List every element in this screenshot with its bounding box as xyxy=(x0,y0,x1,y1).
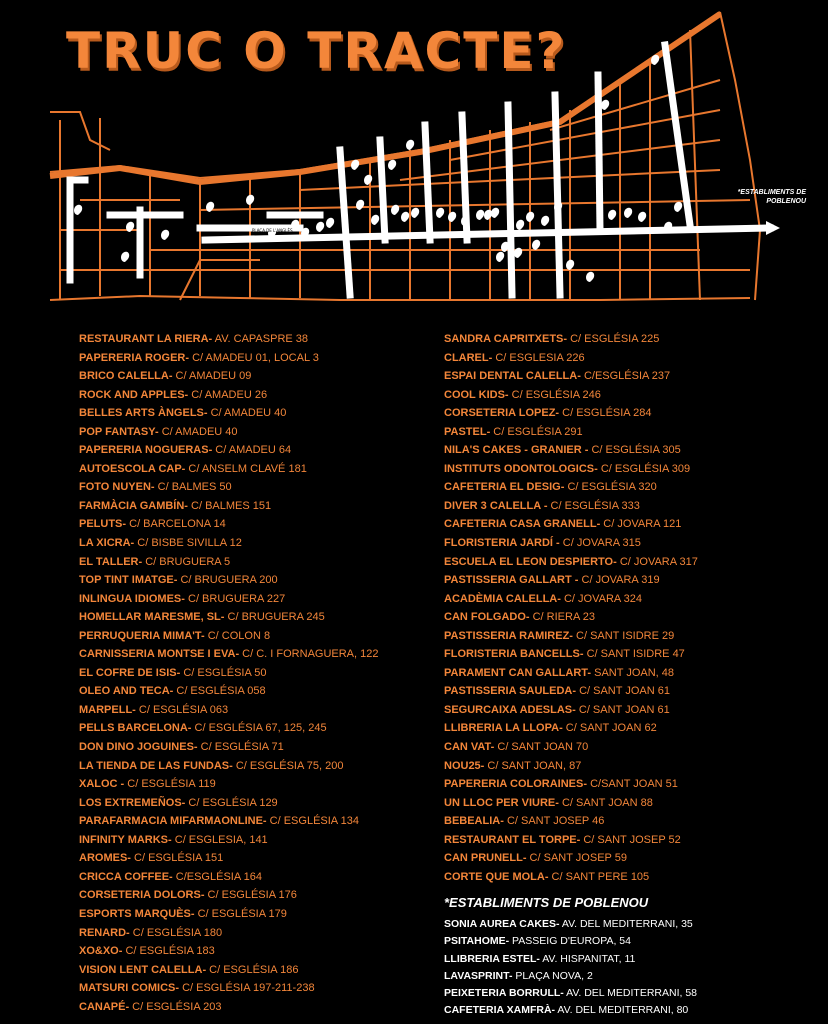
shop-name: ESCUELA EL LEON DESPIERTO- xyxy=(444,555,617,568)
shop-address: C/ ESGLÉSIA 50 xyxy=(180,666,267,679)
shop-list-item xyxy=(79,460,379,479)
shop-name: HOMELLAR MARESME, SL- xyxy=(79,611,225,624)
route-arrow-icon xyxy=(766,221,780,235)
location-marker-icon xyxy=(638,212,646,222)
shop-name: LOS EXTREMEÑOS- xyxy=(79,796,186,809)
shop-list-item xyxy=(79,794,379,813)
shop-address: C/ ESGLÉSIA 186 xyxy=(206,963,299,976)
shop-address: C/ ESGLÉSIA 183 xyxy=(122,945,215,958)
shop-name: BRICO CALELLA- xyxy=(79,370,173,383)
shop-name: RENARD- xyxy=(79,926,130,939)
location-marker-icon xyxy=(326,218,334,228)
shop-list-item xyxy=(444,571,698,590)
location-marker-icon xyxy=(388,160,396,170)
shop-name: CORSETERIA DOLORS- xyxy=(79,889,205,902)
shop-address: C/ SANT JOSEP 52 xyxy=(580,833,681,846)
location-marker-icon xyxy=(401,212,409,222)
shop-list-item xyxy=(79,961,379,980)
shop-name: LA XICRA- xyxy=(79,537,135,550)
shop-address: C/ RIERA 23 xyxy=(529,611,595,624)
shop-address: C/ ESGLÉSIA 134 xyxy=(266,815,359,828)
shop-name: PELLS BARCELONA- xyxy=(79,722,192,735)
street-line xyxy=(180,260,260,300)
shop-list-item xyxy=(444,775,698,794)
shop-list-item xyxy=(79,979,379,998)
shop-name: INLINGUA IDIOMES- xyxy=(79,592,185,605)
shop-list-item xyxy=(79,886,379,905)
main-street xyxy=(508,105,512,295)
shop-address: C/ ESGLÉSIA 309 xyxy=(597,462,691,475)
shop-name: PASTISSERIA RAMIREZ- xyxy=(444,629,573,642)
shop-name: NOU25- xyxy=(444,759,485,772)
shop-list-item xyxy=(79,386,379,405)
shop-address: C/ ESGLÉSIA 305 xyxy=(588,444,681,457)
shop-address: C/ C. I FORNAGUERA, 122 xyxy=(239,648,379,661)
shop-address: C/SANT JOAN 51 xyxy=(587,778,678,791)
shop-list-item xyxy=(444,831,698,850)
shop-address: C/ SANT JOSEP 46 xyxy=(503,815,605,828)
shop-name: AUTOESCOLA CAP- xyxy=(79,462,186,475)
shop-address: C/ ANSELM CLAVÉ 181 xyxy=(185,462,307,475)
shop-address: AV. HISPANITAT, 11 xyxy=(539,952,636,965)
location-marker-icon xyxy=(532,240,540,250)
shop-name: VISION LENT CALELLA- xyxy=(79,963,207,976)
shop-name: PARAFARMACIA MIFARMAONLINE- xyxy=(79,815,267,828)
shop-name: CANAPÉ- xyxy=(79,1000,130,1013)
shop-list-item xyxy=(444,553,698,572)
shop-list-item xyxy=(79,775,379,794)
shop-name: BEBEALIA- xyxy=(444,815,504,828)
shop-list-item xyxy=(444,701,698,720)
shop-list-item xyxy=(79,534,379,553)
shop-address: C/ ESGLÉSIA 203 xyxy=(129,1000,222,1013)
shop-list-item xyxy=(444,738,698,757)
shop-address: C/ ESGLÉSIA 179 xyxy=(194,907,287,920)
arrow-head-icon xyxy=(766,221,780,235)
shop-address: C/ BRUGUERA 227 xyxy=(184,592,286,605)
main-street xyxy=(598,75,600,230)
location-marker-icon xyxy=(541,216,549,226)
shop-list-item xyxy=(444,757,698,776)
shop-address: C/ ESGLÉSIA 67, 125, 245 xyxy=(191,722,327,735)
location-marker-icon xyxy=(74,205,82,215)
location-marker-icon xyxy=(406,140,414,150)
shop-address: C/ SANT JOAN 61 xyxy=(576,685,670,698)
road-network xyxy=(50,12,760,300)
shop-name: FLORISTERIA JARDÍ - xyxy=(444,537,560,550)
shop-address: C/ BRUGUERA 200 xyxy=(177,574,278,587)
shop-list-item xyxy=(444,423,698,442)
street-line xyxy=(50,296,750,300)
shop-address: C/ESGLÉSIA 237 xyxy=(580,370,671,383)
shop-address: C/ ESGLÉSIA 176 xyxy=(204,889,297,902)
location-marker-icon xyxy=(316,222,324,232)
shop-address: C/ AMADEU 40 xyxy=(207,407,287,420)
shop-name: PARAMENT CAN GALLART- xyxy=(444,666,592,679)
shop-address: C/ SANT JOSEP 59 xyxy=(526,852,627,865)
shop-list-item xyxy=(79,664,379,683)
shop-name: BELLES ARTS ÀNGELS- xyxy=(79,407,208,420)
shop-address: C/ BALMES 151 xyxy=(187,499,272,512)
shop-list-item xyxy=(79,812,379,831)
location-marker-icon xyxy=(436,208,444,218)
shop-address: C/ BALMES 50 xyxy=(154,481,232,494)
shop-list-item xyxy=(444,330,698,349)
location-marker-icon xyxy=(674,202,682,212)
shop-address: C/ SANT ISIDRE 47 xyxy=(583,648,685,661)
shop-name: FOTO NUYEN- xyxy=(79,481,155,494)
shop-address: AV. DEL MEDITERRANI, 58 xyxy=(563,987,698,1000)
shop-name: PSITAHOME- xyxy=(444,935,510,948)
shop-name: CAN FOLGADO- xyxy=(444,611,530,624)
shop-list-item xyxy=(444,478,698,497)
location-marker-icon xyxy=(411,208,419,218)
location-marker-icon xyxy=(356,200,364,210)
shop-name: MATSURI COMICS- xyxy=(79,982,180,995)
street-line xyxy=(720,12,760,300)
street-line xyxy=(200,200,750,210)
shop-address: C/ ESGLÉSIA 151 xyxy=(130,852,224,865)
shop-list-item xyxy=(79,349,379,368)
location-marker-icon xyxy=(246,195,254,205)
shop-address: C/ESGLÉSIA 164 xyxy=(172,870,262,883)
shop-list-item xyxy=(444,682,698,701)
shop-address: C/ ESGLESIA, 141 xyxy=(171,833,268,846)
shop-address: C/ ESGLÉSIA 129 xyxy=(185,796,278,809)
shop-list-item xyxy=(444,933,697,950)
shop-list-item xyxy=(79,905,379,924)
shop-name: SANDRA CAPRITXETS- xyxy=(444,333,568,345)
shop-name: XO&XO- xyxy=(79,945,123,958)
shop-list-item xyxy=(79,497,379,516)
location-marker-icon xyxy=(516,220,524,230)
shop-address: C/ ESGLÉSIA 320 xyxy=(564,481,657,494)
shop-list-item xyxy=(79,719,379,738)
street-line xyxy=(550,80,720,130)
shop-name: CORSETERIA LOPEZ- xyxy=(444,407,560,420)
shop-address: C/ SANT JOAN 88 xyxy=(558,796,653,809)
shop-list-item xyxy=(79,478,379,497)
shop-list-item xyxy=(79,571,379,590)
shop-address: C/ AMADEU 01, LOCAL 3 xyxy=(189,351,319,364)
shop-list-item xyxy=(444,719,698,738)
shop-list-item xyxy=(79,627,379,646)
main-street xyxy=(665,45,690,225)
shop-name: CRICCA COFFEE- xyxy=(79,870,173,883)
shop-name: COOL KIDS- xyxy=(444,388,509,401)
shop-name: CAFETERIA CASA GRANELL- xyxy=(444,518,601,531)
shop-address: C/ JOVARA 319 xyxy=(578,574,660,587)
shop-name: RESTAURANT EL TORPE- xyxy=(444,833,581,846)
shop-name: ROCK AND APPLES- xyxy=(79,388,189,401)
shop-name: FLORISTERIA BANCELLS- xyxy=(444,648,584,661)
shop-name: PAPERERIA COLORAINES- xyxy=(444,778,588,791)
shop-address: C/ BISBE SIVILLA 12 xyxy=(134,537,242,550)
shop-name: OLEO AND TECA- xyxy=(79,685,174,698)
shop-list-item xyxy=(79,924,379,943)
poblenou-title: *ESTABLIMENTS DE POBLENOU xyxy=(444,895,649,910)
shop-address: C/ JOVARA 324 xyxy=(560,592,643,605)
poblenou-list xyxy=(444,916,697,1020)
shop-name: FARMÀCIA GAMBÍN- xyxy=(79,499,188,512)
shop-name: CAN VAT- xyxy=(444,741,495,754)
shop-list-item xyxy=(444,645,698,664)
shop-address: C/ JOVARA 317 xyxy=(616,555,698,568)
shop-address: C/ ESGLÉSIA 119 xyxy=(124,778,216,791)
shop-list-item xyxy=(79,441,379,460)
shop-name: XALOC - xyxy=(79,778,125,791)
shop-address: C/ AMADEU 09 xyxy=(172,370,252,383)
shop-address: C/ ESGLÉSIA 333 xyxy=(547,499,640,512)
shop-address: C/ BRUGUERA 5 xyxy=(142,555,231,568)
shop-address: C/ SANT JOAN 62 xyxy=(562,722,657,735)
shop-address: PLAÇA NOVA, 2 xyxy=(512,969,593,982)
shop-name: CAN PRUNELL- xyxy=(444,852,527,865)
shop-name: PAPERERIA ROGER- xyxy=(79,351,190,364)
shop-name: PEIXETERIA BORRULL- xyxy=(444,987,564,1000)
shop-name: UN LLOC PER VIURE- xyxy=(444,796,559,809)
shop-name: DON DINO JOGUINES- xyxy=(79,741,198,754)
shop-list-item xyxy=(444,794,698,813)
shop-list-item xyxy=(79,423,379,442)
shop-name: ESPORTS MARQUÈS- xyxy=(79,907,195,920)
shop-address: C/ ESGLÉSIA 197-211-238 xyxy=(179,982,315,995)
location-marker-icon xyxy=(624,208,632,218)
shop-list-item xyxy=(79,590,379,609)
shop-list-item xyxy=(444,849,698,868)
shop-name: LA TIENDA DE LAS FUNDAS- xyxy=(79,759,233,772)
location-marker-icon xyxy=(566,260,574,270)
location-marker-icon xyxy=(476,210,484,220)
shop-list-item xyxy=(444,627,698,646)
shop-list-item xyxy=(79,608,379,627)
shop-list-item xyxy=(444,590,698,609)
shop-list-right xyxy=(444,330,698,886)
shop-address: C/ BARCELONA 14 xyxy=(126,518,226,531)
shop-list-item xyxy=(444,985,697,1002)
location-marker-icon xyxy=(121,252,129,262)
shop-name: RESTAURANT LA RIERA- xyxy=(79,333,213,345)
shop-address: C/ ESGLÉSIA 063 xyxy=(135,703,229,716)
shop-list-item xyxy=(444,968,697,985)
shop-name: TOP TINT IMATGE- xyxy=(79,574,178,587)
location-marker-icon xyxy=(586,272,594,282)
location-marker-icon xyxy=(608,210,616,220)
shop-list-item xyxy=(79,738,379,757)
shop-name: MARPELL- xyxy=(79,703,136,716)
shop-address: C/ SANT PERE 105 xyxy=(548,870,650,883)
street-line xyxy=(690,30,700,300)
shop-name: PASTISSERIA GALLART - xyxy=(444,574,579,587)
shop-list-item xyxy=(444,608,698,627)
shop-address: C/ JOVARA 315 xyxy=(559,537,641,550)
shop-name: INSTITUTS ODONTOLOGICS- xyxy=(444,462,598,475)
location-marker-icon xyxy=(601,100,609,110)
shop-name: EL TALLER- xyxy=(79,555,143,568)
shop-name: AROMES- xyxy=(79,852,131,865)
shop-name: POP FANTASY- xyxy=(79,425,159,438)
shop-address: C/ ESGLÉSIA 75, 200 xyxy=(232,759,344,772)
shop-address: AV. DEL MEDITERRANI, 35 xyxy=(559,918,693,930)
shop-address: C/ ESGLÉSIA 246 xyxy=(508,388,601,401)
shop-list-item xyxy=(444,664,698,683)
shop-list-item xyxy=(444,534,698,553)
shop-name: CAFETERIA XAMFRÀ- xyxy=(444,1004,556,1017)
shop-address: AV. CAPASPRE 38 xyxy=(212,333,309,345)
poblenou-section xyxy=(444,894,697,1020)
shop-name: INFINITY MARKS- xyxy=(79,833,172,846)
shop-address: C/ SANT JOAN 61 xyxy=(575,703,670,716)
shop-name: PELUTS- xyxy=(79,518,127,531)
location-marker-icon xyxy=(496,252,504,262)
shop-list-item xyxy=(79,404,379,423)
shop-list-item xyxy=(79,701,379,720)
shop-address: C/ COLON 8 xyxy=(204,629,271,642)
shop-name: PASTEL- xyxy=(444,425,491,438)
shop-name: PERRUQUERIA MIMA'T- xyxy=(79,629,205,642)
shop-address: C/ ESGLÉSIA 284 xyxy=(559,407,652,420)
shop-address: PASSEIG D'EUROPA, 54 xyxy=(509,935,631,948)
shop-address: C/ ESGLÉSIA 71 xyxy=(197,741,284,754)
shop-address: C/ AMADEU 26 xyxy=(188,388,268,401)
shop-list-item xyxy=(79,868,379,887)
shop-list-item xyxy=(79,998,379,1017)
main-street xyxy=(555,95,560,295)
shop-list-item xyxy=(444,916,697,933)
shop-address: C/ ESGLÉSIA 180 xyxy=(129,926,223,939)
location-marker-icon xyxy=(371,215,379,225)
shop-list-item xyxy=(444,951,697,968)
shop-name: CORTE QUE MOLA- xyxy=(444,870,549,883)
poblenou-note: *ESTABLIMENTS DE POBLENOU xyxy=(737,189,806,205)
shop-name: PASTISSERIA SAULEDA- xyxy=(444,685,577,698)
shop-address: C/ AMADEU 40 xyxy=(158,425,238,438)
shop-name: SONIA AUREA CAKES- xyxy=(444,918,560,930)
location-marker-icon xyxy=(491,208,499,218)
shop-list-item xyxy=(79,515,379,534)
shop-list-item xyxy=(444,367,698,386)
shop-name: PAPERERIA NOGUERAS- xyxy=(79,444,213,457)
shop-name: ESPAI DENTAL CALELLA- xyxy=(444,370,581,383)
main-roads xyxy=(70,45,770,295)
shop-name: DIVER 3 CALELLA - xyxy=(444,499,548,512)
shop-name: LLIBRERIA LA LLOPA- xyxy=(444,722,563,735)
shop-address: C/ SANT JOAN 70 xyxy=(494,741,589,754)
shop-list-item xyxy=(444,515,698,534)
shop-name: LAVASPRINT- xyxy=(444,969,513,982)
shop-list-item xyxy=(79,849,379,868)
location-marker-icon xyxy=(526,212,534,222)
shop-address: C/ SANT ISIDRE 29 xyxy=(572,629,675,642)
main-street xyxy=(340,150,350,295)
shop-list-item xyxy=(444,441,698,460)
shop-list-item xyxy=(79,682,379,701)
shop-list-item xyxy=(79,757,379,776)
shop-name: SEGURCAIXA ADESLAS- xyxy=(444,703,576,716)
shop-list-item xyxy=(79,367,379,386)
shop-list-item xyxy=(444,349,698,368)
shop-name: NILA'S CAKES - GRANIER - xyxy=(444,444,589,457)
shop-list-item xyxy=(444,812,698,831)
street-label: PLAÇA DE L'ANGLÈS xyxy=(252,228,293,233)
shop-list-item xyxy=(444,868,698,887)
shop-address: C/ SANT JOAN, 87 xyxy=(484,759,582,772)
shop-list-item xyxy=(444,1002,697,1019)
shop-address: SANT JOAN, 48 xyxy=(591,666,674,679)
shop-list-item xyxy=(444,497,698,516)
shop-list-left xyxy=(79,330,379,1016)
shop-address: C/ ESGLÉSIA 291 xyxy=(490,425,583,438)
main-street xyxy=(425,125,430,240)
shop-name: CLAREL- xyxy=(444,351,493,364)
shop-name: CAFETERIA EL DESIG- xyxy=(444,481,565,494)
shop-list-item xyxy=(79,831,379,850)
shop-address: C/ BRUGUERA 245 xyxy=(224,611,325,624)
shop-list-item xyxy=(79,942,379,961)
shop-address: C/ AMADEU 64 xyxy=(212,444,292,457)
shop-name: CARNISSERIA MONTSE I EVA- xyxy=(79,648,240,661)
shop-list-item xyxy=(444,460,698,479)
shop-address: C/ ESGLÉSIA 058 xyxy=(173,685,266,698)
shop-list-item xyxy=(79,330,379,349)
shop-list-item xyxy=(79,645,379,664)
page-title: TRUC O TRACTE? xyxy=(66,22,567,80)
shop-address: C/ ESGLÉSIA 225 xyxy=(567,333,660,345)
street-map xyxy=(0,0,828,320)
shop-name: ACADÈMIA CALELLA- xyxy=(444,592,561,605)
shop-address: C/ ESGLESIA 226 xyxy=(492,351,585,364)
shop-address: AV. DEL MEDITERRANI, 80 xyxy=(555,1004,689,1017)
location-marker-icon xyxy=(161,230,169,240)
shop-name: EL COFRE DE ISIS- xyxy=(79,666,181,679)
main-street xyxy=(380,140,385,240)
shop-name: LLIBRERIA ESTEL- xyxy=(444,952,540,965)
shop-list-item xyxy=(444,386,698,405)
shop-list-item xyxy=(79,553,379,572)
shop-list-item xyxy=(444,404,698,423)
shop-address: C/ JOVARA 121 xyxy=(600,518,682,531)
